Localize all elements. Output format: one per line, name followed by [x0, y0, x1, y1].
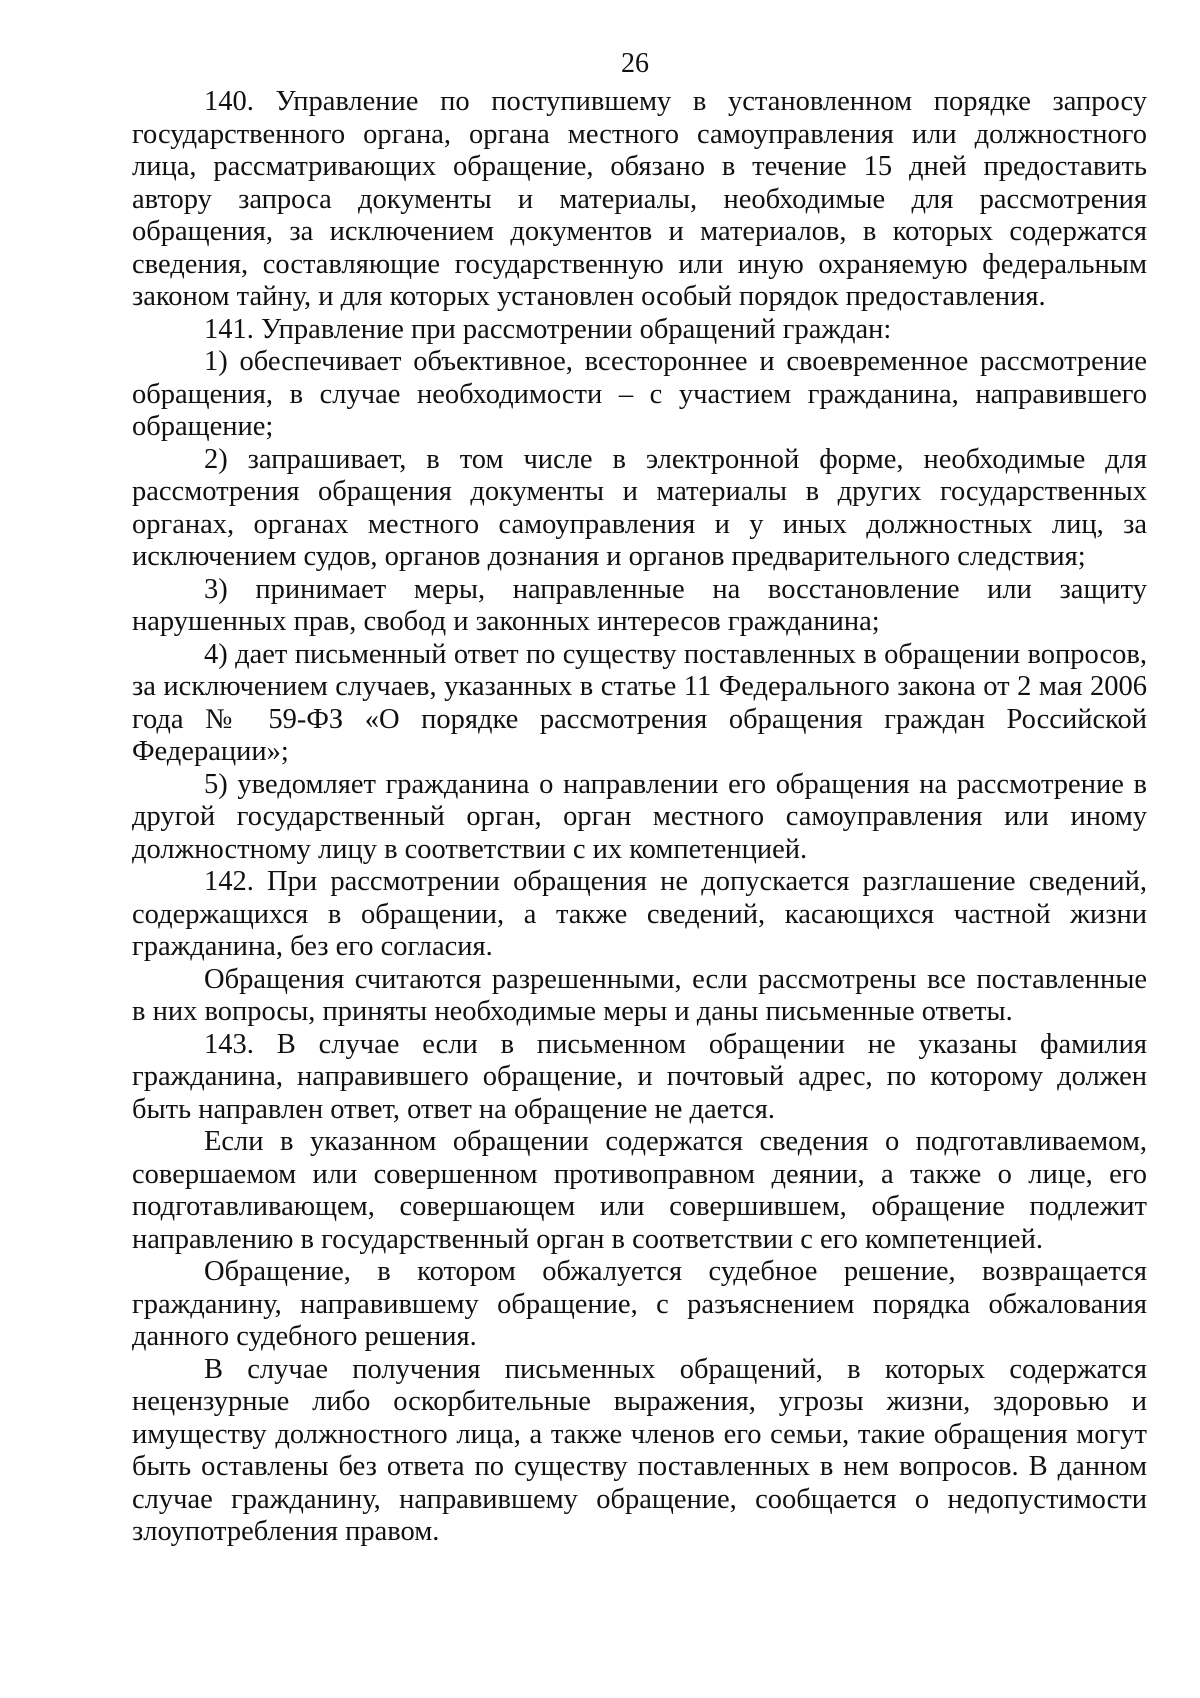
paragraph-141-item-4: 4) дает письменный ответ по существу поставленных в обращении вопросов, за исключением случаев, указанных в статье 11 Федерального закона от 2 мая 2006 года № 59-ФЗ «О порядке рассмотрения обращения граждан Российской Федерации»;: [132, 638, 1147, 767]
paragraph-141-item-1: 1) обеспечивает объективное, всестороннее и своевременное рассмотрение обращения, в случае необходимости – с участием гражданина, направившего обращение;: [132, 346, 1147, 442]
paragraph-141-item-5: 5) уведомляет гражданина о направлении его обращения на рассмотрение в другой государственный орган, орган местного самоуправления или иному должностному лицу в соответствии с их компетенцией.: [132, 768, 1147, 865]
paragraph-143-offensive: В случае получения письменных обращений, в которых содержатся нецензурные либо оскорбительные выражения, угрозы жизни, здоровью и имуществу должностного лица, а также членов его семьи, такие обращения могут быть оставлены без ответа по существу поставленных в нем вопросов. В данном случае гражданину, направившему обращение, сообщается о недопустимости злоупотребления правом.: [132, 1353, 1147, 1547]
paragraph-140: 140. Управление по поступившему в установленном порядке запросу государственного органа, органа местного самоуправления или должностного лица, рассматривающих обращение, обязано в течение 15 дней предоставить автору запроса документы и материалы, необходимые для рассмотрения обращения, за исключением документов и материалов, в которых содержатся сведения, составляющие государственную или иную охраняемую федеральным законом тайну, и для которых установлен особый порядок предоставления.: [132, 86, 1147, 312]
paragraph-141: 141. Управление при рассмотрении обращений граждан:: [204, 313, 892, 345]
paragraph-142: 142. При рассмотрении обращения не допускается разглашение сведений, содержащихся в обращении, а также сведений, касающихся частной жизни гражданина, без его согласия.: [132, 866, 1147, 962]
paragraph-142-resolved: Обращения считаются разрешенными, если рассмотрены все поставленные в них вопросы, приняты необходимые меры и даны письменные ответы.: [132, 963, 1147, 1027]
paragraph-143-court-decision: Обращение, в котором обжалуется судебное решение, возвращается гражданину, направившему обращение, с разъяснением порядка обжалования данного судебного решения.: [132, 1256, 1147, 1352]
paragraph-141-item-2: 2) запрашивает, в том числе в электронной форме, необходимые для рассмотрения обращения документы и материалы в других государственных органах, органах местного самоуправления и у иных должностных лиц, за исключением судов, органов дознания и органов предварительного следствия;: [132, 443, 1147, 572]
page-number: 26: [621, 48, 649, 79]
paragraph-143: 143. В случае если в письменном обращении не указаны фамилия гражданина, направившего обращение, и почтовый адрес, по которому должен быть направлен ответ, ответ на обращение не дается.: [132, 1028, 1147, 1125]
paragraph-141-item-3: 3) принимает меры, направленные на восстановление или защиту нарушенных прав, свобод и законных интересов гражданина;: [132, 573, 1147, 637]
paragraph-143-unlawful-act: Если в указанном обращении содержатся сведения о подготавливаемом, совершаемом или совершенном противоправном деянии, а также о лице, его подготавливающем, совершающем или совершившем, обращение подлежит направлению в государственный орган в соответствии с его компетенцией.: [132, 1126, 1147, 1255]
document-body: [132, 86, 1147, 1549]
